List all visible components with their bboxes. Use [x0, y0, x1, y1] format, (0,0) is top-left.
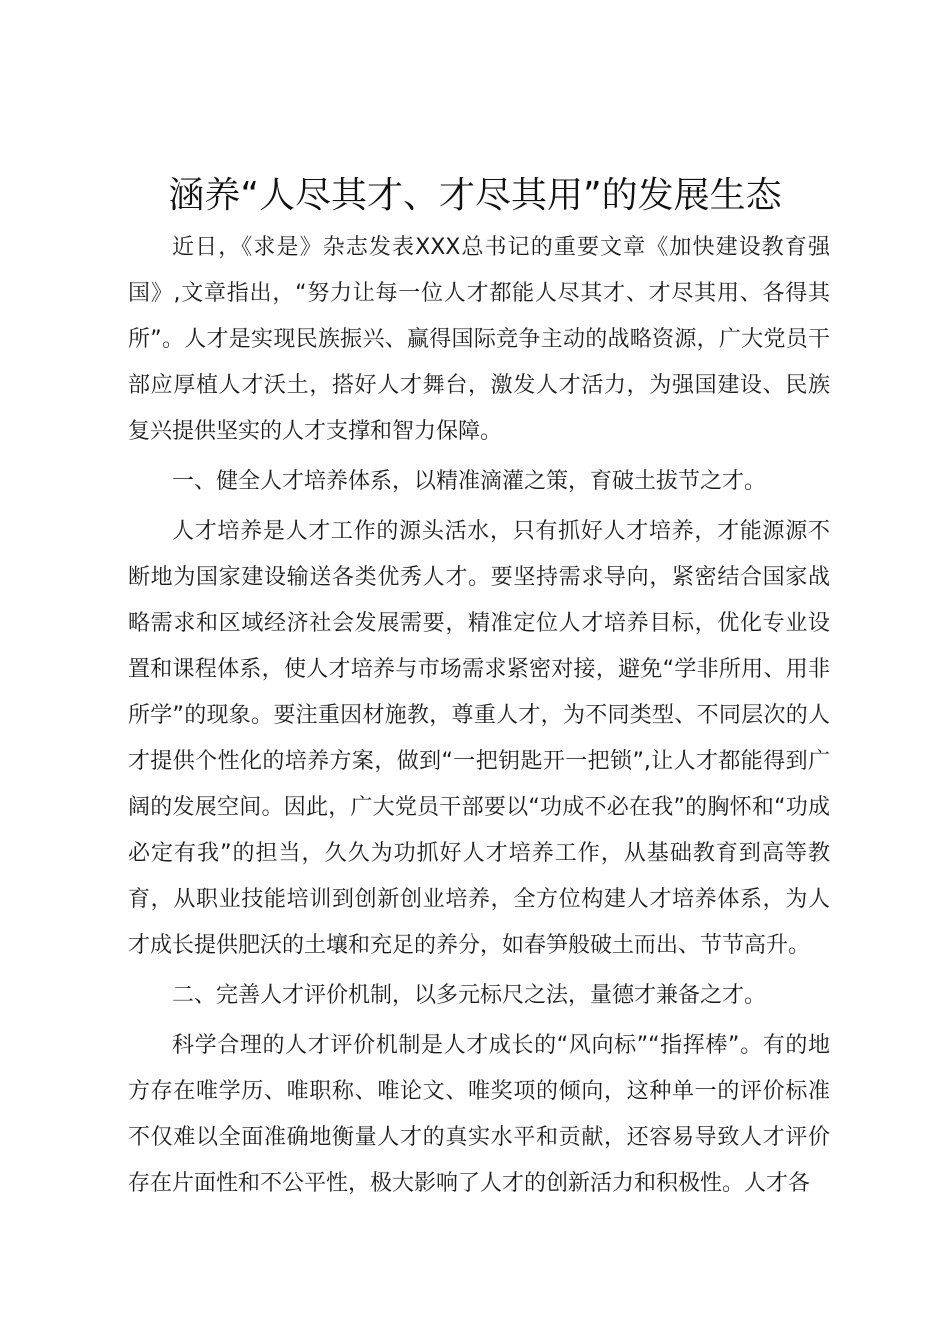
- document-body: [128, 225, 830, 1211]
- section-heading-1: 一、健全人才培养体系，以精准滴灌之策，育破土拔节之才。: [172, 469, 767, 494]
- section-2-paragraph: 科学合理的人才评价机制是人才成长的“风向标”“指挥棒”。有的地方存在唯学历、唯职称、唯论文、唯奖项的倾向，这种单一的评价标准不仅难以全面准确地衡量人才的真实水平和贡献，还容易导致人才评价存在片面性和不公平性，极大影响了人才的创新活力和积极性。人才各: [128, 1033, 830, 1196]
- section-1-paragraph: 人才培养是人才工作的源头活水，只有抓好人才培养，才能源源不断地为国家建设输送各类优秀人才。要坚持需求导向，紧密结合国家战略需求和区域经济社会发展需要，精准定位人才培养目标，优化专业设置和课程体系，使人才培养与市场需求紧密对接，避免“学非所用、用非所学”的现象。要注重因材施教，尊重人才，为不同类型、不同层次的人才提供个性化的培养方案，做到“一把钥匙开一把锁”,让人才都能得到广阔的发展空间。因此，广大党员干部要以“功成不必在我”的胸怀和“功成必定有我”的担当，久久为功抓好人才培养工作，从基础教育到高等教育，从职业技能培训到创新创业培养，全方位构建人才培养体系，为人才成长提供肥沃的土壤和充足的养分，如春笋般破土而出、节节高升。: [128, 519, 830, 958]
- document-title: 涵养“人尽其才、才尽其用”的发展生态: [168, 175, 782, 216]
- section-heading-2: 二、完善人才评价机制，以多元标尺之法，量德才兼备之才。: [172, 983, 767, 1008]
- intro-paragraph: 近日，《求是》杂志发表XXX总书记的重要文章《加快建设教育强国》,文章指出，“努力让每一位人才都能人尽其才、才尽其用、各得其所”。人才是实现民族振兴、赢得国际竞争主动的战略资源，广大党员干部应厚植人才沃土，搭好人才舞台，激发人才活力，为强国建设、民族复兴提供坚实的人才支撑和智力保障。: [128, 235, 830, 444]
